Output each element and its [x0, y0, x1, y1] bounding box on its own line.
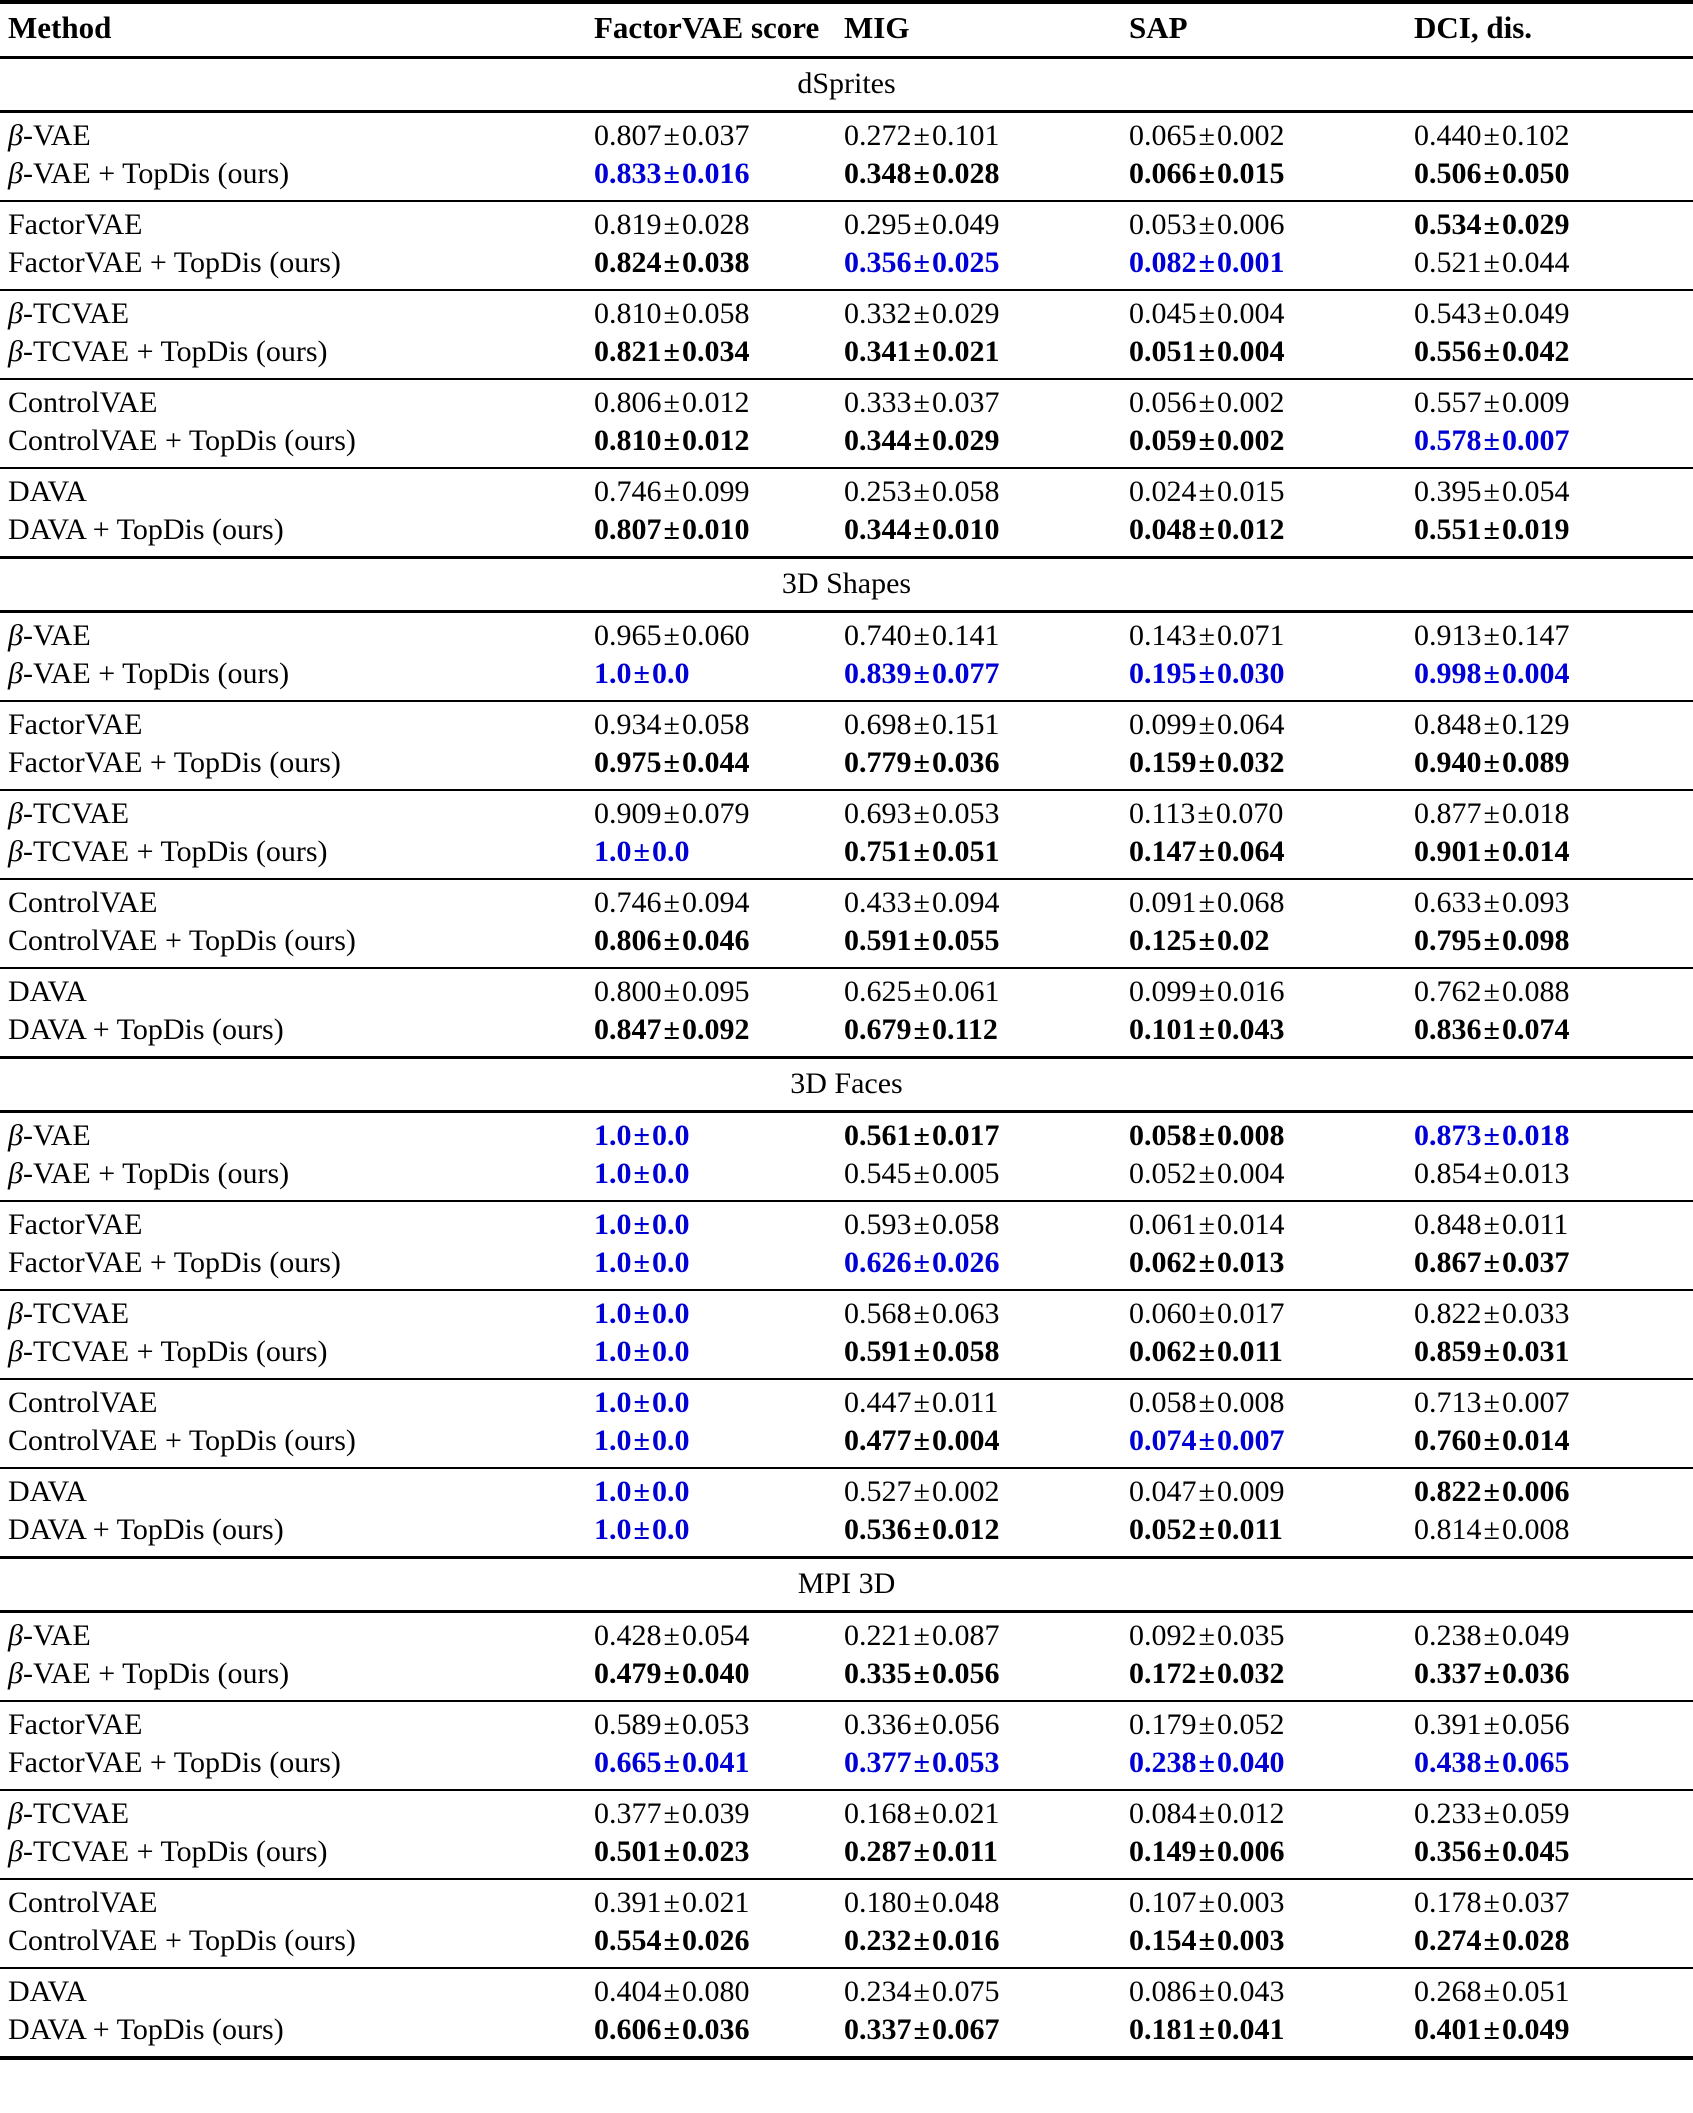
metric-cell-sap: 0.084±0.012: [1125, 1790, 1410, 1833]
metric-cell-mig: 0.536±0.012: [844, 1513, 1000, 1546]
table-row: [0, 1922, 1693, 1968]
table-row: [0, 2011, 1693, 2058]
metric-cell-factorvae-score: 1.0±0.0: [594, 1424, 690, 1457]
table-row: [0, 1511, 1693, 1558]
metric-cell-dci-dis: 0.901±0.014: [1414, 835, 1570, 868]
metric-cell-sap: 0.056±0.002: [1125, 379, 1410, 422]
metric-cell-dci-dis: 0.534±0.029: [1410, 201, 1693, 244]
metric-cell-factorvae-score: 1.0±0.0: [590, 1379, 840, 1422]
metric-cell-factorvae-score: 0.501±0.023: [594, 1835, 750, 1868]
section-title: MPI 3D: [0, 1558, 1693, 1612]
metric-cell-mig: 0.779±0.036: [844, 746, 1000, 779]
metric-cell-dci-dis: 0.178±0.037: [1410, 1879, 1693, 1922]
method-name-cell: β-VAE: [8, 619, 91, 652]
method-name-cell: FactorVAE: [0, 201, 590, 244]
method-name-cell: β-TCVAE + TopDis (ours): [8, 835, 328, 868]
metric-cell-factorvae-score: 0.824±0.038: [594, 246, 750, 279]
metric-cell-factorvae-score: 0.391±0.021: [590, 1879, 840, 1922]
metric-cell-factorvae-score: 1.0±0.0: [594, 657, 690, 690]
metric-cell-mig: 0.180±0.048: [840, 1879, 1125, 1922]
metric-cell-sap: 0.091±0.068: [1125, 879, 1410, 922]
metric-cell-sap: 0.066±0.015: [1129, 157, 1285, 190]
metric-cell-factorvae-score: 0.554±0.026: [594, 1924, 750, 1957]
metric-cell-dci-dis: 0.391±0.056: [1410, 1701, 1693, 1744]
metric-cell-sap: 0.238±0.040: [1129, 1746, 1285, 1779]
metric-cell-mig: 0.561±0.017: [844, 1119, 1000, 1152]
metric-cell-sap: 0.058±0.008: [1129, 1119, 1285, 1152]
section-title: dSprites: [0, 58, 1693, 112]
metric-cell-dci-dis: 0.356±0.045: [1414, 1835, 1570, 1868]
metric-cell-dci-dis: 0.713±0.007: [1410, 1379, 1693, 1422]
section-title: 3D Shapes: [0, 558, 1693, 612]
metric-cell-sap: 0.195±0.030: [1129, 657, 1285, 690]
section-header-row: [0, 1058, 1693, 1112]
table-head: [0, 2, 1693, 58]
method-name-cell: β-VAE + TopDis (ours): [8, 1157, 290, 1190]
metric-cell-sap: 0.052±0.011: [1129, 1513, 1283, 1546]
metric-cell-factorvae-score: 1.0±0.0: [594, 1513, 690, 1546]
metric-cell-sap: 0.147±0.064: [1129, 835, 1285, 868]
metric-cell-sap: 0.074±0.007: [1129, 1424, 1285, 1457]
method-name-cell: DAVA: [0, 1468, 590, 1511]
table-row: [0, 1468, 1693, 1511]
metric-cell-dci-dis: 0.233±0.059: [1410, 1790, 1693, 1833]
table-row: [0, 1701, 1693, 1744]
metric-cell-mig: 0.337±0.067: [840, 2011, 1125, 2058]
metric-cell-factorvae-score: 0.833±0.016: [594, 157, 750, 190]
metric-cell-factorvae-score: 0.909±0.079: [590, 790, 840, 833]
metric-cell-dci-dis: 0.274±0.028: [1414, 1924, 1570, 1957]
table-row: [0, 1612, 1693, 1656]
metric-cell-sap: 0.107±0.003: [1125, 1879, 1410, 1922]
metric-cell-factorvae-score: 0.807±0.037: [594, 119, 750, 152]
metric-cell-factorvae-score: 1.0±0.0: [594, 835, 690, 868]
metric-cell-mig: 0.168±0.021: [840, 1790, 1125, 1833]
method-name-cell: FactorVAE + TopDis (ours): [8, 746, 341, 779]
metric-cell-factorvae-score: 0.746±0.094: [590, 879, 840, 922]
table-row: [0, 511, 1693, 558]
metric-cell-factorvae-score: 0.934±0.058: [590, 701, 840, 744]
method-name-cell: β-TCVAE: [0, 790, 590, 833]
metric-cell-dci-dis: 0.822±0.033: [1410, 1290, 1693, 1333]
column-header-factorvae-score: FactorVAE score: [590, 2, 840, 58]
method-name-cell: DAVA: [0, 468, 590, 511]
metric-cell-factorvae-score: 0.975±0.044: [594, 746, 750, 779]
metric-cell-mig: 0.344±0.010: [844, 513, 1000, 546]
metric-cell-mig: 0.740±0.141: [844, 619, 1000, 652]
metric-cell-sap: 0.062±0.013: [1129, 1246, 1285, 1279]
table-body: [0, 58, 1693, 2059]
metric-cell-mig: 0.348±0.028: [844, 157, 1000, 190]
metric-cell-mig: 0.477±0.004: [844, 1424, 1000, 1457]
column-header-mig: MIG: [840, 2, 1125, 58]
metric-cell-sap: 0.172±0.032: [1129, 1657, 1285, 1690]
metric-cell-dci-dis: 0.859±0.031: [1414, 1335, 1570, 1368]
metric-cell-mig: 0.593±0.058: [840, 1201, 1125, 1244]
metric-cell-sap: 0.082±0.001: [1129, 246, 1285, 279]
metric-cell-mig: 0.693±0.053: [840, 790, 1125, 833]
metric-cell-mig: 0.545±0.005: [844, 1157, 1000, 1190]
metric-cell-sap: 0.149±0.006: [1129, 1835, 1285, 1868]
method-name-cell: ControlVAE: [0, 879, 590, 922]
metric-cell-dci-dis: 0.401±0.049: [1410, 2011, 1693, 2058]
metric-cell-mig: 0.356±0.025: [844, 246, 1000, 279]
metric-cell-dci-dis: 0.762±0.088: [1410, 968, 1693, 1011]
metric-cell-mig: 0.591±0.058: [844, 1335, 1000, 1368]
metric-cell-dci-dis: 0.760±0.014: [1414, 1424, 1570, 1457]
table-row: [0, 468, 1693, 511]
method-name-cell: DAVA + TopDis (ours): [8, 513, 284, 546]
metric-cell-sap: 0.086±0.043: [1125, 1968, 1410, 2011]
metric-cell-dci-dis: 0.867±0.037: [1414, 1246, 1570, 1279]
metric-cell-dci-dis: 0.633±0.093: [1410, 879, 1693, 922]
metric-cell-dci-dis: 0.578±0.007: [1414, 424, 1570, 457]
method-name-cell: β-TCVAE: [0, 290, 590, 333]
metric-cell-factorvae-score: 0.806±0.046: [594, 924, 750, 957]
metric-cell-dci-dis: 0.848±0.011: [1410, 1201, 1693, 1244]
method-name-cell: β-TCVAE + TopDis (ours): [8, 1835, 328, 1868]
metric-cell-sap: 0.062±0.011: [1129, 1335, 1283, 1368]
metric-cell-sap: 0.092±0.035: [1129, 1619, 1285, 1652]
metric-cell-sap: 0.047±0.009: [1125, 1468, 1410, 1511]
metric-cell-dci-dis: 0.854±0.013: [1414, 1157, 1570, 1190]
method-name-cell: DAVA + TopDis (ours): [8, 1513, 284, 1546]
metric-cell-sap: 0.065±0.002: [1129, 119, 1285, 152]
table-row: [0, 1112, 1693, 1156]
metric-cell-factorvae-score: 0.377±0.039: [590, 1790, 840, 1833]
method-name-cell: ControlVAE: [0, 1379, 590, 1422]
metric-cell-dci-dis: 0.551±0.019: [1414, 513, 1570, 546]
table-row: [0, 1155, 1693, 1201]
metric-cell-mig: 0.433±0.094: [840, 879, 1125, 922]
column-header-method: Method: [0, 2, 590, 58]
table-row: [0, 1744, 1693, 1790]
metric-cell-dci-dis: 0.506±0.050: [1414, 157, 1570, 190]
metric-cell-sap: 0.099±0.016: [1125, 968, 1410, 1011]
metric-cell-dci-dis: 0.836±0.074: [1414, 1013, 1570, 1046]
metric-cell-factorvae-score: 0.965±0.060: [594, 619, 750, 652]
table-row: [0, 701, 1693, 744]
metric-cell-dci-dis: 0.337±0.036: [1414, 1657, 1570, 1690]
metric-cell-factorvae-score: 1.0±0.0: [590, 1468, 840, 1511]
method-name-cell: ControlVAE: [0, 1879, 590, 1922]
method-name-cell: β-TCVAE: [0, 1790, 590, 1833]
method-name-cell: β-VAE + TopDis (ours): [8, 157, 290, 190]
table-row: [0, 379, 1693, 422]
metric-cell-factorvae-score: 0.806±0.012: [590, 379, 840, 422]
metric-cell-dci-dis: 0.998±0.004: [1414, 657, 1570, 690]
metric-cell-mig: 0.333±0.037: [840, 379, 1125, 422]
metric-cell-mig: 0.568±0.063: [840, 1290, 1125, 1333]
metric-cell-mig: 0.626±0.026: [844, 1246, 1000, 1279]
method-name-cell: DAVA + TopDis (ours): [0, 2011, 590, 2058]
method-name-cell: β-VAE: [8, 1119, 91, 1152]
table-row: [0, 333, 1693, 379]
method-name-cell: β-VAE: [8, 119, 91, 152]
metric-cell-mig: 0.447±0.011: [840, 1379, 1125, 1422]
metric-cell-mig: 0.341±0.021: [844, 335, 1000, 368]
table-row: [0, 201, 1693, 244]
metric-cell-mig: 0.527±0.002: [840, 1468, 1125, 1511]
metric-cell-factorvae-score: 0.589±0.053: [590, 1701, 840, 1744]
metric-cell-mig: 0.625±0.061: [840, 968, 1125, 1011]
metric-cell-dci-dis: 0.543±0.049: [1410, 290, 1693, 333]
metric-cell-dci-dis: 0.814±0.008: [1414, 1513, 1570, 1546]
metric-cell-mig: 0.377±0.053: [844, 1746, 1000, 1779]
table-row: [0, 1244, 1693, 1290]
section-header-row: [0, 1558, 1693, 1612]
method-name-cell: β-VAE + TopDis (ours): [8, 1657, 290, 1690]
metric-cell-mig: 0.698±0.151: [840, 701, 1125, 744]
table-row: [0, 968, 1693, 1011]
metric-cell-dci-dis: 0.557±0.009: [1410, 379, 1693, 422]
metric-cell-mig: 0.751±0.051: [844, 835, 1000, 868]
method-name-cell: ControlVAE + TopDis (ours): [8, 1924, 356, 1957]
table-row: [0, 833, 1693, 879]
metric-cell-factorvae-score: 1.0±0.0: [590, 1290, 840, 1333]
metric-cell-mig: 0.232±0.016: [844, 1924, 1000, 1957]
metric-cell-dci-dis: 0.268±0.051: [1410, 1968, 1693, 2011]
method-name-cell: ControlVAE + TopDis (ours): [8, 924, 356, 957]
metric-cell-factorvae-score: 0.665±0.041: [594, 1746, 750, 1779]
method-name-cell: β-VAE + TopDis (ours): [8, 657, 290, 690]
table-row: [0, 155, 1693, 201]
metric-cell-sap: 0.052±0.004: [1129, 1157, 1285, 1190]
metric-cell-factorvae-score: 1.0±0.0: [594, 1119, 690, 1152]
metric-cell-mig: 0.221±0.087: [844, 1619, 1000, 1652]
metric-cell-mig: 0.591±0.055: [844, 924, 1000, 957]
metric-cell-dci-dis: 0.848±0.129: [1410, 701, 1693, 744]
metric-cell-mig: 0.332±0.029: [840, 290, 1125, 333]
metric-cell-factorvae-score: 0.821±0.034: [594, 335, 750, 368]
metric-cell-factorvae-score: 0.807±0.010: [594, 513, 750, 546]
metric-cell-sap: 0.099±0.064: [1125, 701, 1410, 744]
metric-cell-mig: 0.336±0.056: [840, 1701, 1125, 1744]
metric-cell-dci-dis: 0.238±0.049: [1414, 1619, 1570, 1652]
table-row: [0, 744, 1693, 790]
table-row: [0, 1333, 1693, 1379]
method-name-cell: β-VAE: [8, 1619, 91, 1652]
header-row: [0, 2, 1693, 58]
metric-cell-dci-dis: 0.521±0.044: [1414, 246, 1570, 279]
metric-cell-sap: 0.060±0.017: [1125, 1290, 1410, 1333]
method-name-cell: FactorVAE + TopDis (ours): [8, 246, 341, 279]
method-name-cell: ControlVAE + TopDis (ours): [8, 1424, 356, 1457]
metric-cell-dci-dis: 0.556±0.042: [1414, 335, 1570, 368]
metric-cell-dci-dis: 0.395±0.054: [1410, 468, 1693, 511]
table-row: [0, 655, 1693, 701]
metric-cell-dci-dis: 0.873±0.018: [1414, 1119, 1570, 1152]
table-row: [0, 112, 1693, 156]
section-header-row: [0, 558, 1693, 612]
table-row: [0, 1879, 1693, 1922]
table-row: [0, 1379, 1693, 1422]
table-row: [0, 290, 1693, 333]
metric-cell-dci-dis: 0.940±0.089: [1414, 746, 1570, 779]
metric-cell-factorvae-score: 1.0±0.0: [590, 1201, 840, 1244]
method-name-cell: β-TCVAE + TopDis (ours): [8, 335, 328, 368]
table-row: [0, 422, 1693, 468]
metric-cell-mig: 0.253±0.058: [840, 468, 1125, 511]
metric-cell-sap: 0.061±0.014: [1125, 1201, 1410, 1244]
metric-cell-factorvae-score: 0.819±0.028: [590, 201, 840, 244]
metric-cell-dci-dis: 0.877±0.018: [1410, 790, 1693, 833]
metric-cell-sap: 0.179±0.052: [1125, 1701, 1410, 1744]
table-row: [0, 1201, 1693, 1244]
metric-cell-factorvae-score: 1.0±0.0: [594, 1335, 690, 1368]
metric-cell-sap: 0.143±0.071: [1129, 619, 1285, 652]
method-name-cell: ControlVAE + TopDis (ours): [8, 424, 356, 457]
method-name-cell: FactorVAE: [0, 1201, 590, 1244]
metric-cell-factorvae-score: 0.404±0.080: [590, 1968, 840, 2011]
metric-cell-factorvae-score: 0.800±0.095: [590, 968, 840, 1011]
metric-cell-factorvae-score: 0.606±0.036: [590, 2011, 840, 2058]
metric-cell-sap: 0.154±0.003: [1129, 1924, 1285, 1957]
method-name-cell: DAVA: [0, 1968, 590, 2011]
metric-cell-dci-dis: 0.822±0.006: [1410, 1468, 1693, 1511]
method-name-cell: DAVA: [0, 968, 590, 1011]
metric-cell-sap: 0.053±0.006: [1125, 201, 1410, 244]
metric-cell-dci-dis: 0.438±0.065: [1414, 1746, 1570, 1779]
table-row: [0, 922, 1693, 968]
metric-cell-mig: 0.344±0.029: [844, 424, 1000, 457]
metric-cell-sap: 0.058±0.008: [1125, 1379, 1410, 1422]
method-name-cell: FactorVAE + TopDis (ours): [8, 1746, 341, 1779]
metric-cell-sap: 0.048±0.012: [1129, 513, 1285, 546]
metric-cell-factorvae-score: 1.0±0.0: [594, 1157, 690, 1190]
method-name-cell: FactorVAE + TopDis (ours): [8, 1246, 341, 1279]
table-row: [0, 1290, 1693, 1333]
table-row: [0, 612, 1693, 656]
table-row: [0, 879, 1693, 922]
metric-cell-sap: 0.159±0.032: [1129, 746, 1285, 779]
metric-cell-sap: 0.059±0.002: [1129, 424, 1285, 457]
metric-cell-mig: 0.839±0.077: [844, 657, 1000, 690]
metric-cell-sap: 0.024±0.015: [1125, 468, 1410, 511]
table-row: [0, 1968, 1693, 2011]
metric-cell-factorvae-score: 0.810±0.058: [590, 290, 840, 333]
metric-cell-mig: 0.679±0.112: [844, 1013, 998, 1046]
section-header-row: [0, 58, 1693, 112]
metric-cell-factorvae-score: 0.479±0.040: [594, 1657, 750, 1690]
table-row: [0, 1011, 1693, 1058]
metric-cell-mig: 0.287±0.011: [844, 1835, 998, 1868]
metric-cell-mig: 0.234±0.075: [840, 1968, 1125, 2011]
metric-cell-factorvae-score: 0.847±0.092: [594, 1013, 750, 1046]
metric-cell-sap: 0.045±0.004: [1125, 290, 1410, 333]
section-title: 3D Faces: [0, 1058, 1693, 1112]
metric-cell-sap: 0.113±0.070: [1125, 790, 1410, 833]
metric-cell-mig: 0.335±0.056: [844, 1657, 1000, 1690]
method-name-cell: FactorVAE: [0, 1701, 590, 1744]
metric-cell-sap: 0.125±0.02: [1129, 924, 1270, 957]
metric-cell-dci-dis: 0.913±0.147: [1414, 619, 1570, 652]
column-header-dci-dis: DCI, dis.: [1410, 2, 1693, 58]
metric-cell-sap: 0.181±0.041: [1125, 2011, 1410, 2058]
metric-cell-dci-dis: 0.795±0.098: [1414, 924, 1570, 957]
method-name-cell: ControlVAE: [0, 379, 590, 422]
table-row: [0, 1422, 1693, 1468]
metric-cell-sap: 0.051±0.004: [1129, 335, 1285, 368]
method-name-cell: DAVA + TopDis (ours): [8, 1013, 284, 1046]
table-row: [0, 244, 1693, 290]
metric-cell-mig: 0.272±0.101: [844, 119, 1000, 152]
metric-cell-mig: 0.295±0.049: [840, 201, 1125, 244]
metric-cell-factorvae-score: 0.746±0.099: [590, 468, 840, 511]
metric-cell-factorvae-score: 1.0±0.0: [594, 1246, 690, 1279]
table-row: [0, 790, 1693, 833]
table-row: [0, 1833, 1693, 1879]
metric-cell-factorvae-score: 0.428±0.054: [594, 1619, 750, 1652]
table-row: [0, 1655, 1693, 1701]
method-name-cell: β-TCVAE + TopDis (ours): [8, 1335, 328, 1368]
method-name-cell: FactorVAE: [0, 701, 590, 744]
metric-cell-factorvae-score: 0.810±0.012: [594, 424, 750, 457]
column-header-sap: SAP: [1125, 2, 1410, 58]
method-name-cell: β-TCVAE: [0, 1290, 590, 1333]
table-row: [0, 1790, 1693, 1833]
metric-cell-sap: 0.101±0.043: [1129, 1013, 1285, 1046]
metric-cell-dci-dis: 0.440±0.102: [1414, 119, 1570, 152]
